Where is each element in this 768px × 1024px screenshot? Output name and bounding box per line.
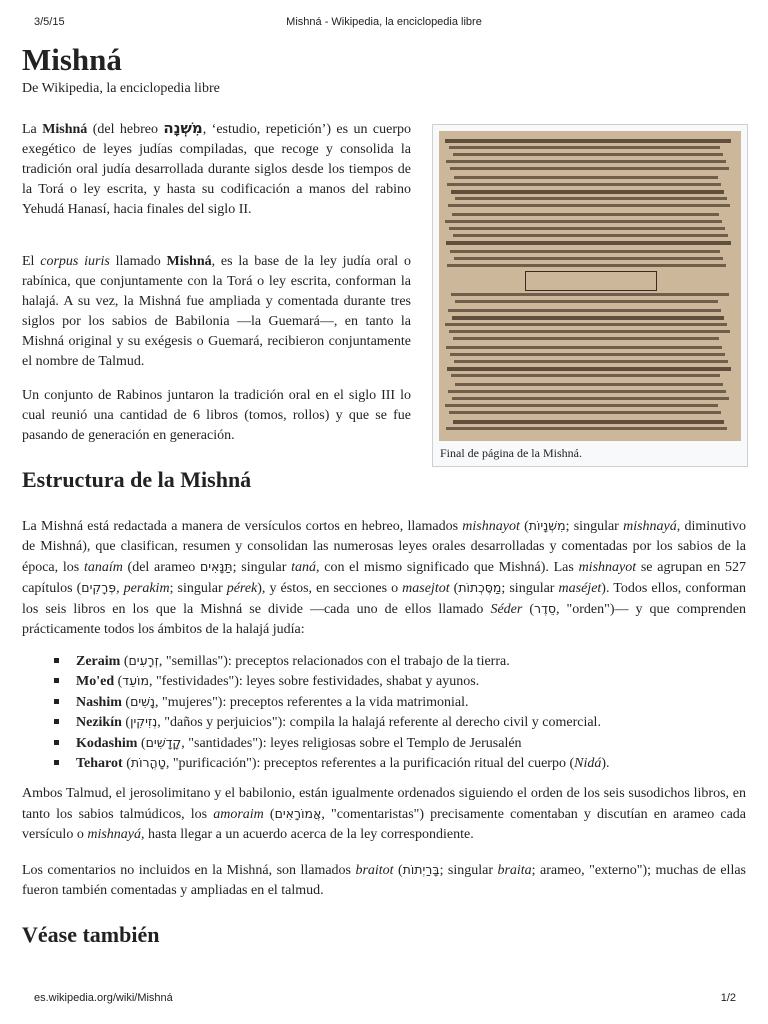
manuscript-text-line — [447, 264, 726, 267]
manuscript-text-line — [448, 390, 726, 393]
manuscript-text-line — [451, 190, 724, 194]
manuscript-text-line — [452, 213, 719, 216]
intro-paragraph-1: La Mishná (del hebreo מִשְׁנָה, ‘estudio, repetición’) es un cuerpo exegético de leyes judías compiladas, que recoge y consolida la tradición oral judía desarrollada durante siglos desde los tiempos de la Torá o ley escrita, y hasta su codificación a manos del rabino Yehudá Hanasí, hacia finales del siglo II. — [22, 119, 412, 217]
manuscript-text-line — [450, 167, 729, 170]
manuscript-text-line — [453, 337, 719, 340]
manuscript-text-line — [446, 160, 726, 163]
manuscript-text-line — [453, 420, 724, 424]
manuscript-text-line — [446, 241, 731, 245]
list-item: Nashim (נָשִׁים, "mujeres"): preceptos referentes a la vida matrimonial. — [54, 692, 610, 712]
article-subtitle: De Wikipedia, la enciclopedia libre — [22, 81, 220, 96]
print-date: 3/5/15 — [34, 16, 65, 28]
manuscript-text-line — [448, 204, 730, 207]
manuscript-text-line — [454, 257, 723, 260]
intro-paragraph-3: Un conjunto de Rabinos juntaron la tradición oral en el siglo III lo cual reunió una cantidad de 6 libros (tomos, rollos) y que se fue pasando de generación en generación. — [22, 388, 411, 443]
intro-paragraph-2: El corpus iuris llamado Mishná, es la base de la ley judía oral o rabínica, que conjuntamente con la Torá o ley escrita, conforman la halajá. A su vez, la Mishná fue ampliada y comentada durante tres siglos por los sabios de Babilonia —la Guemará—, en tanto la Mishná original y su exégesis o Guemará, recibieron conjuntamente el nombre de Talmud. — [22, 254, 411, 369]
section-paragraph-1: La Mishná está redactada a manera de versículos cortos en hebreo, llamados mishnayot (מִשְׁנָיוֹת; singular mishnayá, diminutivo de Mishná), que clasifican, resumen y consolidan las numerosas leyes orales desarrolladas y comentadas por los sabios de la época, los tanaím (del arameo תַּנָּאִים; singular taná, con el mismo significado que Mishná). Las mishnayot se agrupan en 527 capítulos (פְּרָקִים, perakim; singular pérek), y éstos, en secciones o masejtot (מַסֶּכְתוֹת; singular maséjet). Todos ellos, conforman los seis libros en los que la Mishná se divide —cada uno de ellos llamado Séder (סֵדֶר, "orden")— y que comprenden prácticamente todos los ámbitos de la halajá judía: — [22, 518, 747, 637]
manuscript-text-line — [446, 346, 722, 349]
manuscript-text-line — [452, 397, 729, 400]
manuscript-text-line — [447, 367, 731, 371]
section-heading-estructura: Estructura de la Mishná — [22, 467, 252, 492]
manuscript-text-line — [445, 139, 731, 143]
manuscript-text-line — [449, 227, 725, 230]
list-item: Teharot (טָהֳרוֹת, "purificación"): preceptos referentes a la purificación ritual del cuerpo (Nidá). — [54, 753, 610, 773]
print-page-number: 1/2 — [720, 992, 736, 1004]
section-heading-vease-tambien: Véase también — [22, 922, 160, 947]
list-item: Kodashim (קָדָשִׁים, "santidades"): leyes religiosas sobre el Templo de Jerusalén — [54, 733, 610, 753]
manuscript-text-line — [449, 411, 721, 414]
orders-list — [54, 651, 610, 773]
manuscript-text-line — [450, 353, 725, 356]
manuscript-text-line — [455, 383, 723, 386]
print-header — [0, 16, 768, 30]
list-item: Mo'ed (מוֹעֵד, "festividades"): leyes sobre festividades, shabat y ayunos. — [54, 671, 610, 691]
manuscript-text-line — [454, 360, 728, 363]
print-url: es.wikipedia.org/wiki/Mishná — [34, 992, 173, 1004]
manuscript-text-line — [452, 316, 724, 320]
section-paragraph-2: Ambos Talmud, el jerosolimitano y el babilonio, están igualmente ordenados siguiendo el orden de los seis susodichos libros, en tanto los sabios talmúdicos, los amoraim (אֲמוֹרָאִים, "comentaristas") precisamente comentaban y discutían en arameo cada versículo o mishnayá, hasta llegar a un acuerdo acerca de la ley correspondiente. — [22, 786, 746, 842]
hebrew-term: מִשְׁנָה — [163, 119, 203, 137]
manuscript-text-line — [449, 146, 720, 149]
manuscript-text-line — [447, 183, 721, 186]
article-title: Mishná — [22, 42, 122, 77]
manuscript-text-line — [446, 427, 727, 430]
manuscript-text-line — [455, 197, 727, 200]
manuscript-text-line — [448, 309, 721, 312]
manuscript-text-line — [445, 323, 727, 326]
manuscript-text-line — [451, 293, 729, 296]
manuscript-text-line — [449, 330, 730, 333]
manuscript-text-line — [445, 404, 718, 407]
image-banner-box — [525, 271, 657, 291]
manuscript-text-line — [453, 153, 723, 156]
manuscript-text-line — [455, 300, 718, 303]
manuscript-text-line — [453, 234, 728, 237]
manuscript-text-line — [451, 374, 720, 377]
section-paragraph-3: Los comentarios no incluidos en la Mishná, son llamados braitot (בָּרַיְתוֹת; singular braita; arameo, "externo"); muchas de ellas fueron también comentadas y ampliadas en el talmud. — [22, 862, 746, 898]
mishna-page-image[interactable] — [439, 131, 741, 441]
image-caption: Final de página de la Mishná. — [440, 446, 582, 460]
print-page-title: Mishná - Wikipedia, la enciclopedia libre — [286, 16, 482, 28]
thumbnail-figure — [432, 124, 748, 467]
manuscript-text-line — [454, 176, 718, 179]
manuscript-text-line — [445, 220, 722, 223]
list-item: Zeraim (זְרָעִים, "semillas"): preceptos relacionados con el trabajo de la tierra. — [54, 651, 610, 671]
manuscript-text-line — [450, 250, 720, 253]
list-item: Nezikín (נְזִיקִין, "daños y perjuicios"): compila la halajá referente al derecho civil y comercial. — [54, 712, 610, 732]
